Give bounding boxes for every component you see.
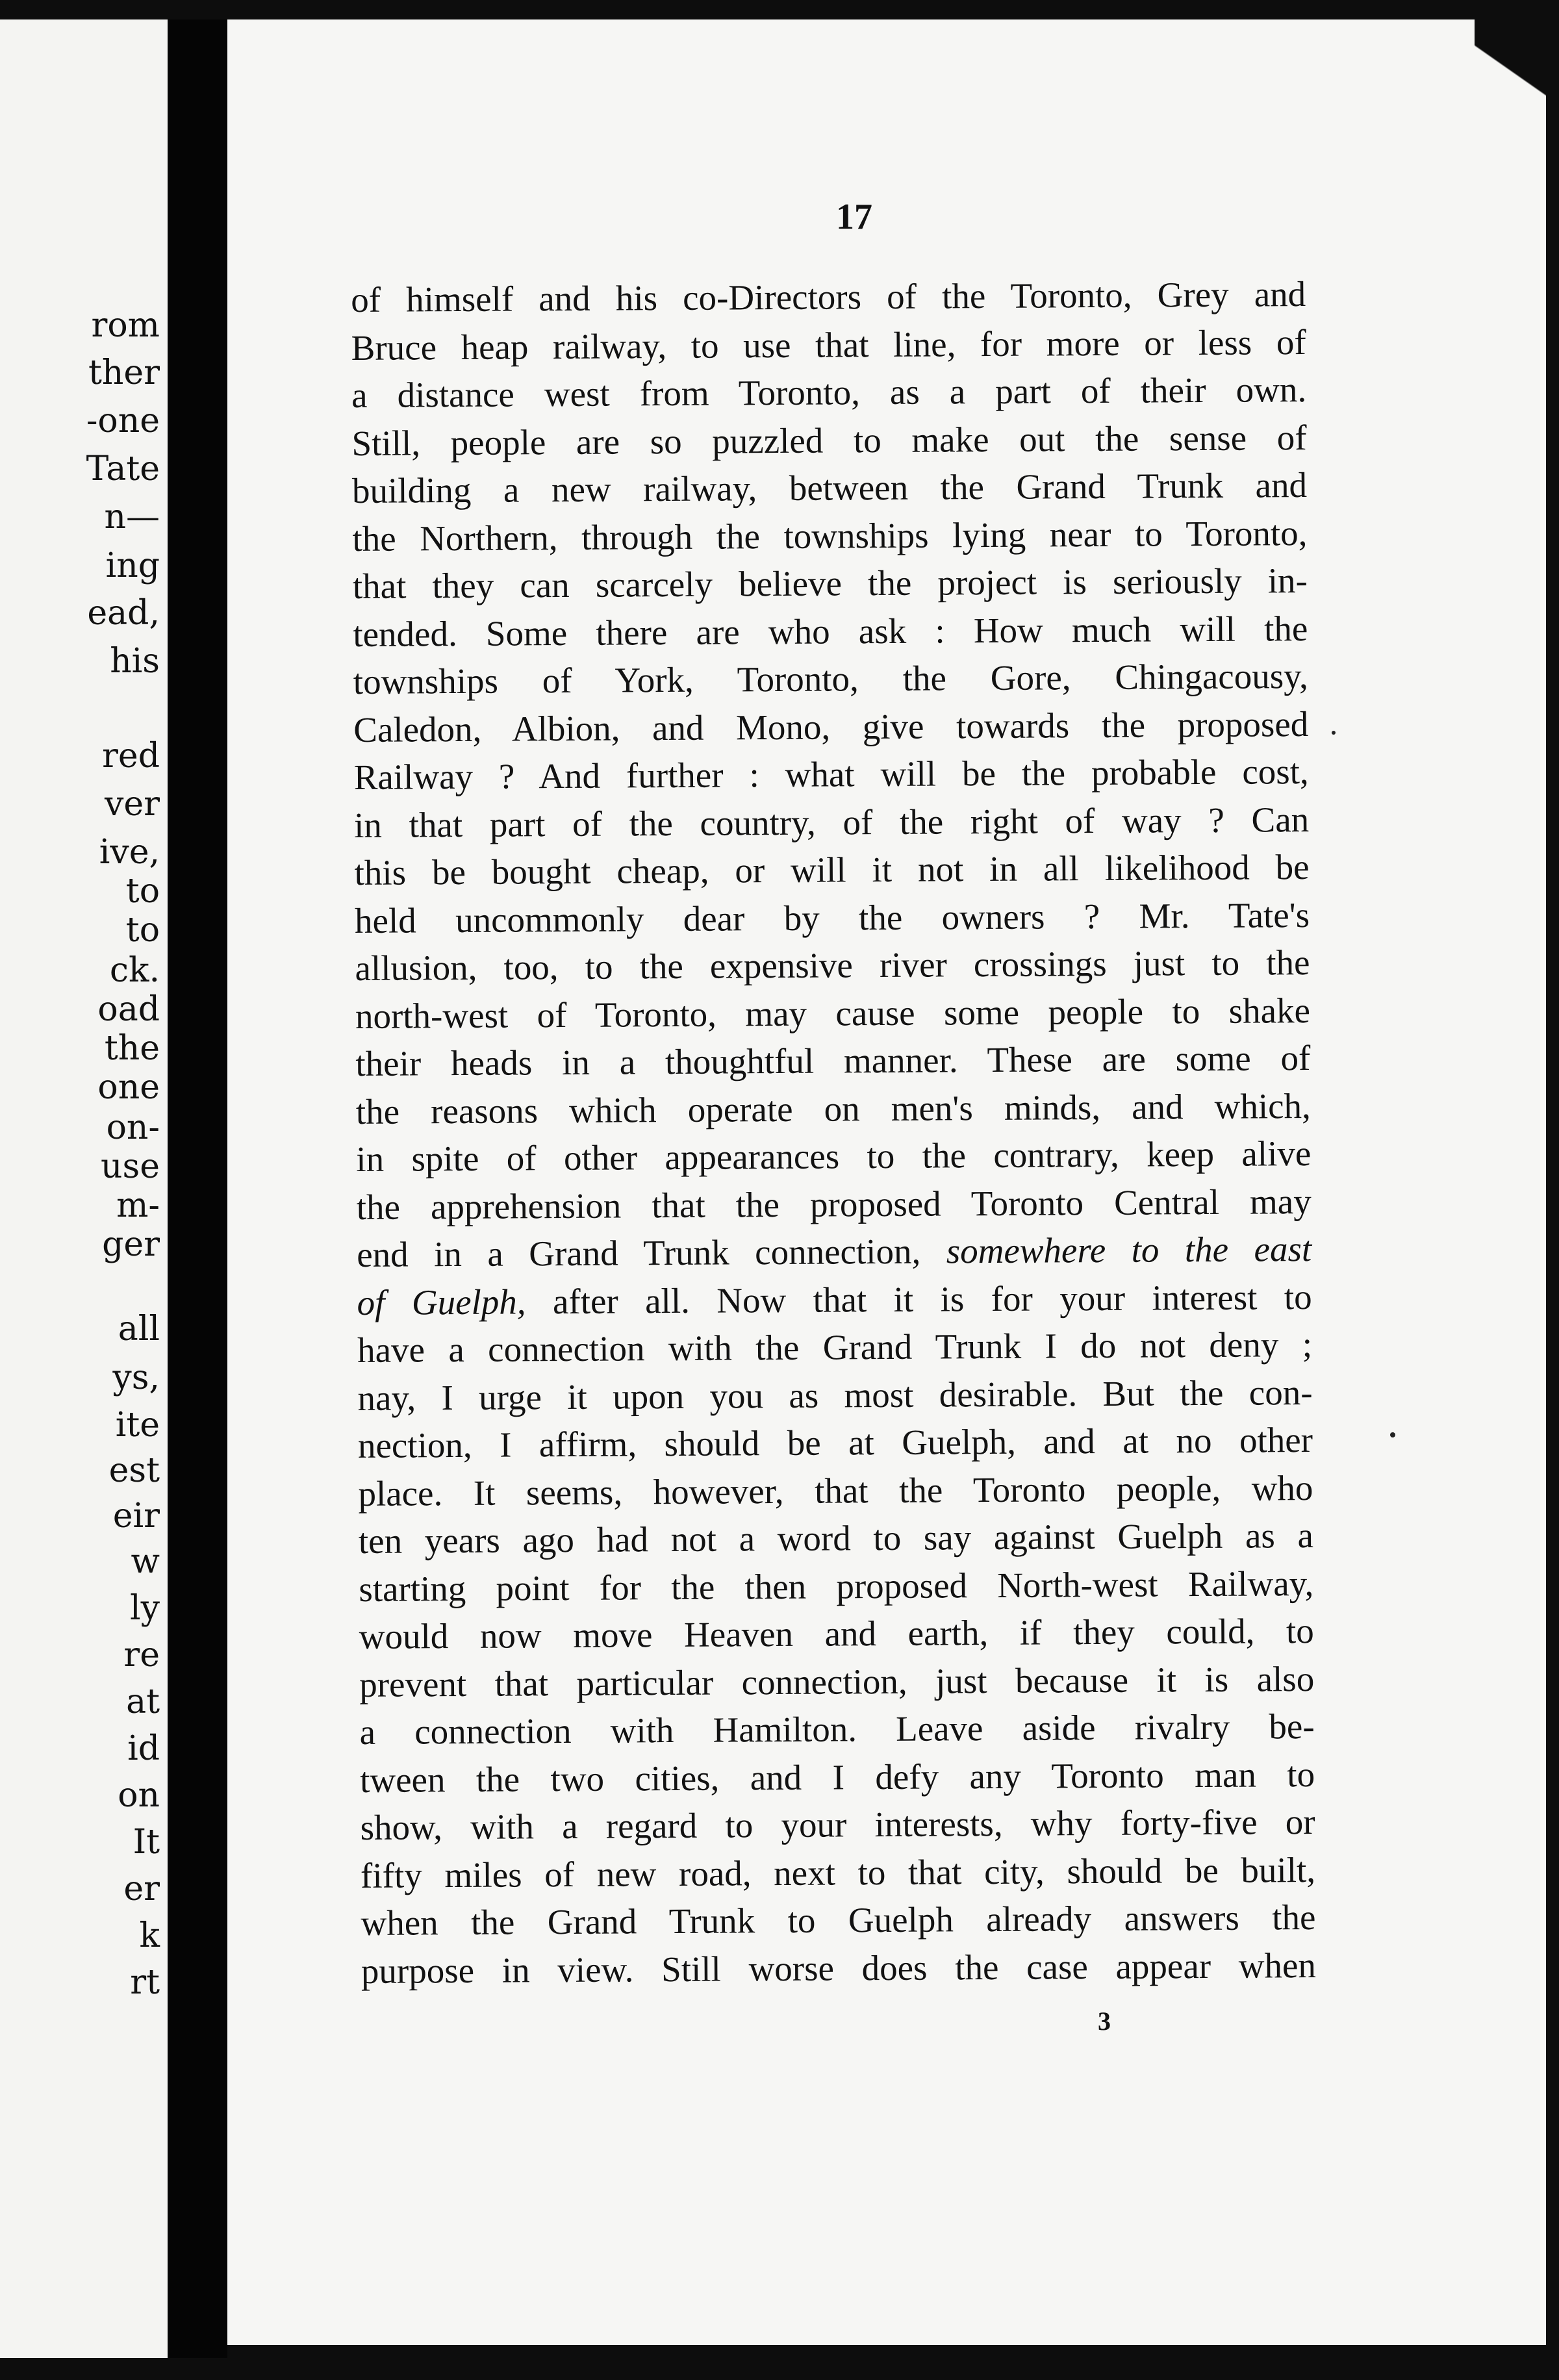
left-page-text-fragment: on [118,1776,160,1815]
left-page-text-fragment: id [127,1729,160,1768]
left-page-text-fragment: It [133,1823,160,1862]
left-page-text-fragment: eir [112,1497,160,1536]
text-line: nection, I affirm, should be at Guelph, and at no other [357,1419,1313,1465]
text-line: that they can scarcely believe the project is seriously in- [352,561,1308,606]
left-page-text-fragment: er [123,1869,160,1908]
left-page-text-fragment: ing [105,546,160,585]
page-corner-fold [1475,19,1546,136]
text-line: tended. Some there are who ask : How much will the [353,608,1308,654]
text-line: nay, I urge it upon you as most desirable. But the con- [357,1372,1313,1418]
left-page-text-fragment: ly [129,1589,160,1628]
text-line: tween the two cities, and I defy any Toronto man to [359,1754,1315,1800]
text-line: fifty miles of new road, next to that city, should be built, [360,1849,1316,1895]
text-line: townships of York, Toronto, the Gore, Chingacousy, [353,656,1308,702]
text-line: place. It seems, however, that the Toronto people, who [358,1467,1313,1513]
left-page-text-fragment: on- [106,1108,160,1147]
text-line: a connection with Hamilton. Leave aside rivalry be- [359,1706,1315,1752]
italic-phrase: of Guelph, [357,1281,553,1323]
text-line: the Northern, through the townships lying near to Toronto, [352,513,1308,559]
text-span: after all. Now that it is for your interest to [552,1276,1312,1321]
left-page-text-fragment: k [139,1916,160,1955]
signature-mark: 3 [1098,2007,1111,2036]
left-page-text-fragment: m- [116,1186,160,1225]
text-line: purpose in view. Still worse does the case appear when [361,1945,1317,1991]
text-line: in that part of the country, of the right of way ? Can [353,799,1310,845]
left-page-text-fragment: n— [104,498,160,537]
text-line: would now move Heaven and earth, if they could, to [359,1610,1314,1656]
text-line: building a new railway, between the Grand Trunk and [351,465,1308,511]
text-line: ten years ago had not a word to say against Guelph as a [358,1515,1314,1561]
left-page-text-fragment: ther [88,353,160,392]
left-page-text-fragment: at [126,1682,160,1721]
left-page-text-fragment: w [131,1542,160,1581]
text-line: Bruce heap railway, to use that line, for more or less of [351,322,1306,368]
text-line: this be bought cheap, or will it not in all likelihood be [354,847,1310,892]
text-line: their heads in a thoughtful manner. These are some of [355,1037,1311,1083]
left-page-text-fragment: Tate [86,449,160,488]
left-page-text-fragment: to [125,911,160,950]
text-line: in spite of other appearances to the contrary, keep alive [356,1133,1312,1179]
left-page-text-fragment: all [118,1310,160,1348]
text-line: held uncommonly dear by the owners ? Mr. Tate's [354,894,1310,941]
right-page [227,19,1546,2345]
text-line: the apprehension that the proposed Toronto Central may [356,1181,1312,1227]
text-line-with-italic [357,1225,1312,1278]
page-number: 17 [836,197,872,237]
left-page-text-fragment: ead, [87,594,160,633]
left-page-text-fragment: the [104,1029,160,1068]
ink-speck [1332,731,1336,735]
text-line: have a connection with the Grand Trunk I do not deny ; [357,1324,1313,1370]
italic-phrase: somewhere to the east [946,1228,1312,1271]
left-page-text-fragment: -one [86,401,160,440]
left-page-text-fragment: use [101,1147,160,1186]
text-line: starting point for the then proposed North-west Railway, [359,1563,1314,1609]
left-page-text-fragment: red [102,737,160,776]
book-gutter [168,19,227,2358]
left-page-text-fragment: ver [104,785,160,824]
left-facing-page [0,19,168,2358]
text-line: show, with a regard to your interests, why forty-five or [360,1801,1315,1847]
text-line: north-west of Toronto, may cause some people to shake [355,990,1311,1036]
text-line: a distance west from Toronto, as a part of their own. [351,370,1307,415]
left-page-text-fragment: ive, [99,833,160,872]
left-page-text-fragment: ys, [112,1358,160,1397]
left-page-text-fragment: ite [115,1406,160,1445]
left-page-text-fragment: rom [91,306,160,345]
text-line: Caledon, Albion, and Mono, give towards the proposed [353,703,1309,750]
ink-speck [1390,1432,1395,1437]
text-line-with-italic [357,1272,1312,1326]
text-line: prevent that particular connection, just because it is also [359,1658,1315,1704]
left-page-text-fragment: rt [130,1963,160,2002]
left-page-text-fragment: ger [102,1225,160,1264]
body-text [351,270,1316,1995]
left-page-text-fragment: oad [97,990,160,1029]
text-span: end in a Grand Trunk connection, [357,1231,946,1274]
text-line: allusion, too, to the expensive river crossings just to the [355,943,1310,988]
left-page-text-fragment: his [110,642,160,681]
text-line: Still, people are so puzzled to make out the sense of [351,417,1307,463]
left-page-text-fragment: ck. [109,951,160,990]
text-line: of himself and his co-Directors of the Toronto, Grey and [351,274,1306,320]
text-line: the reasons which operate on men's minds, and which, [355,1085,1312,1132]
left-page-text-fragment: re [123,1636,160,1675]
left-page-text-fragment: to [125,872,160,911]
text-line: when the Grand Trunk to Guelph already answers the [361,1897,1316,1943]
left-page-text-fragment: one [97,1068,160,1107]
left-page-text-fragment: est [108,1451,160,1490]
text-line: Railway ? And further : what will be the probable cost, [353,752,1309,797]
